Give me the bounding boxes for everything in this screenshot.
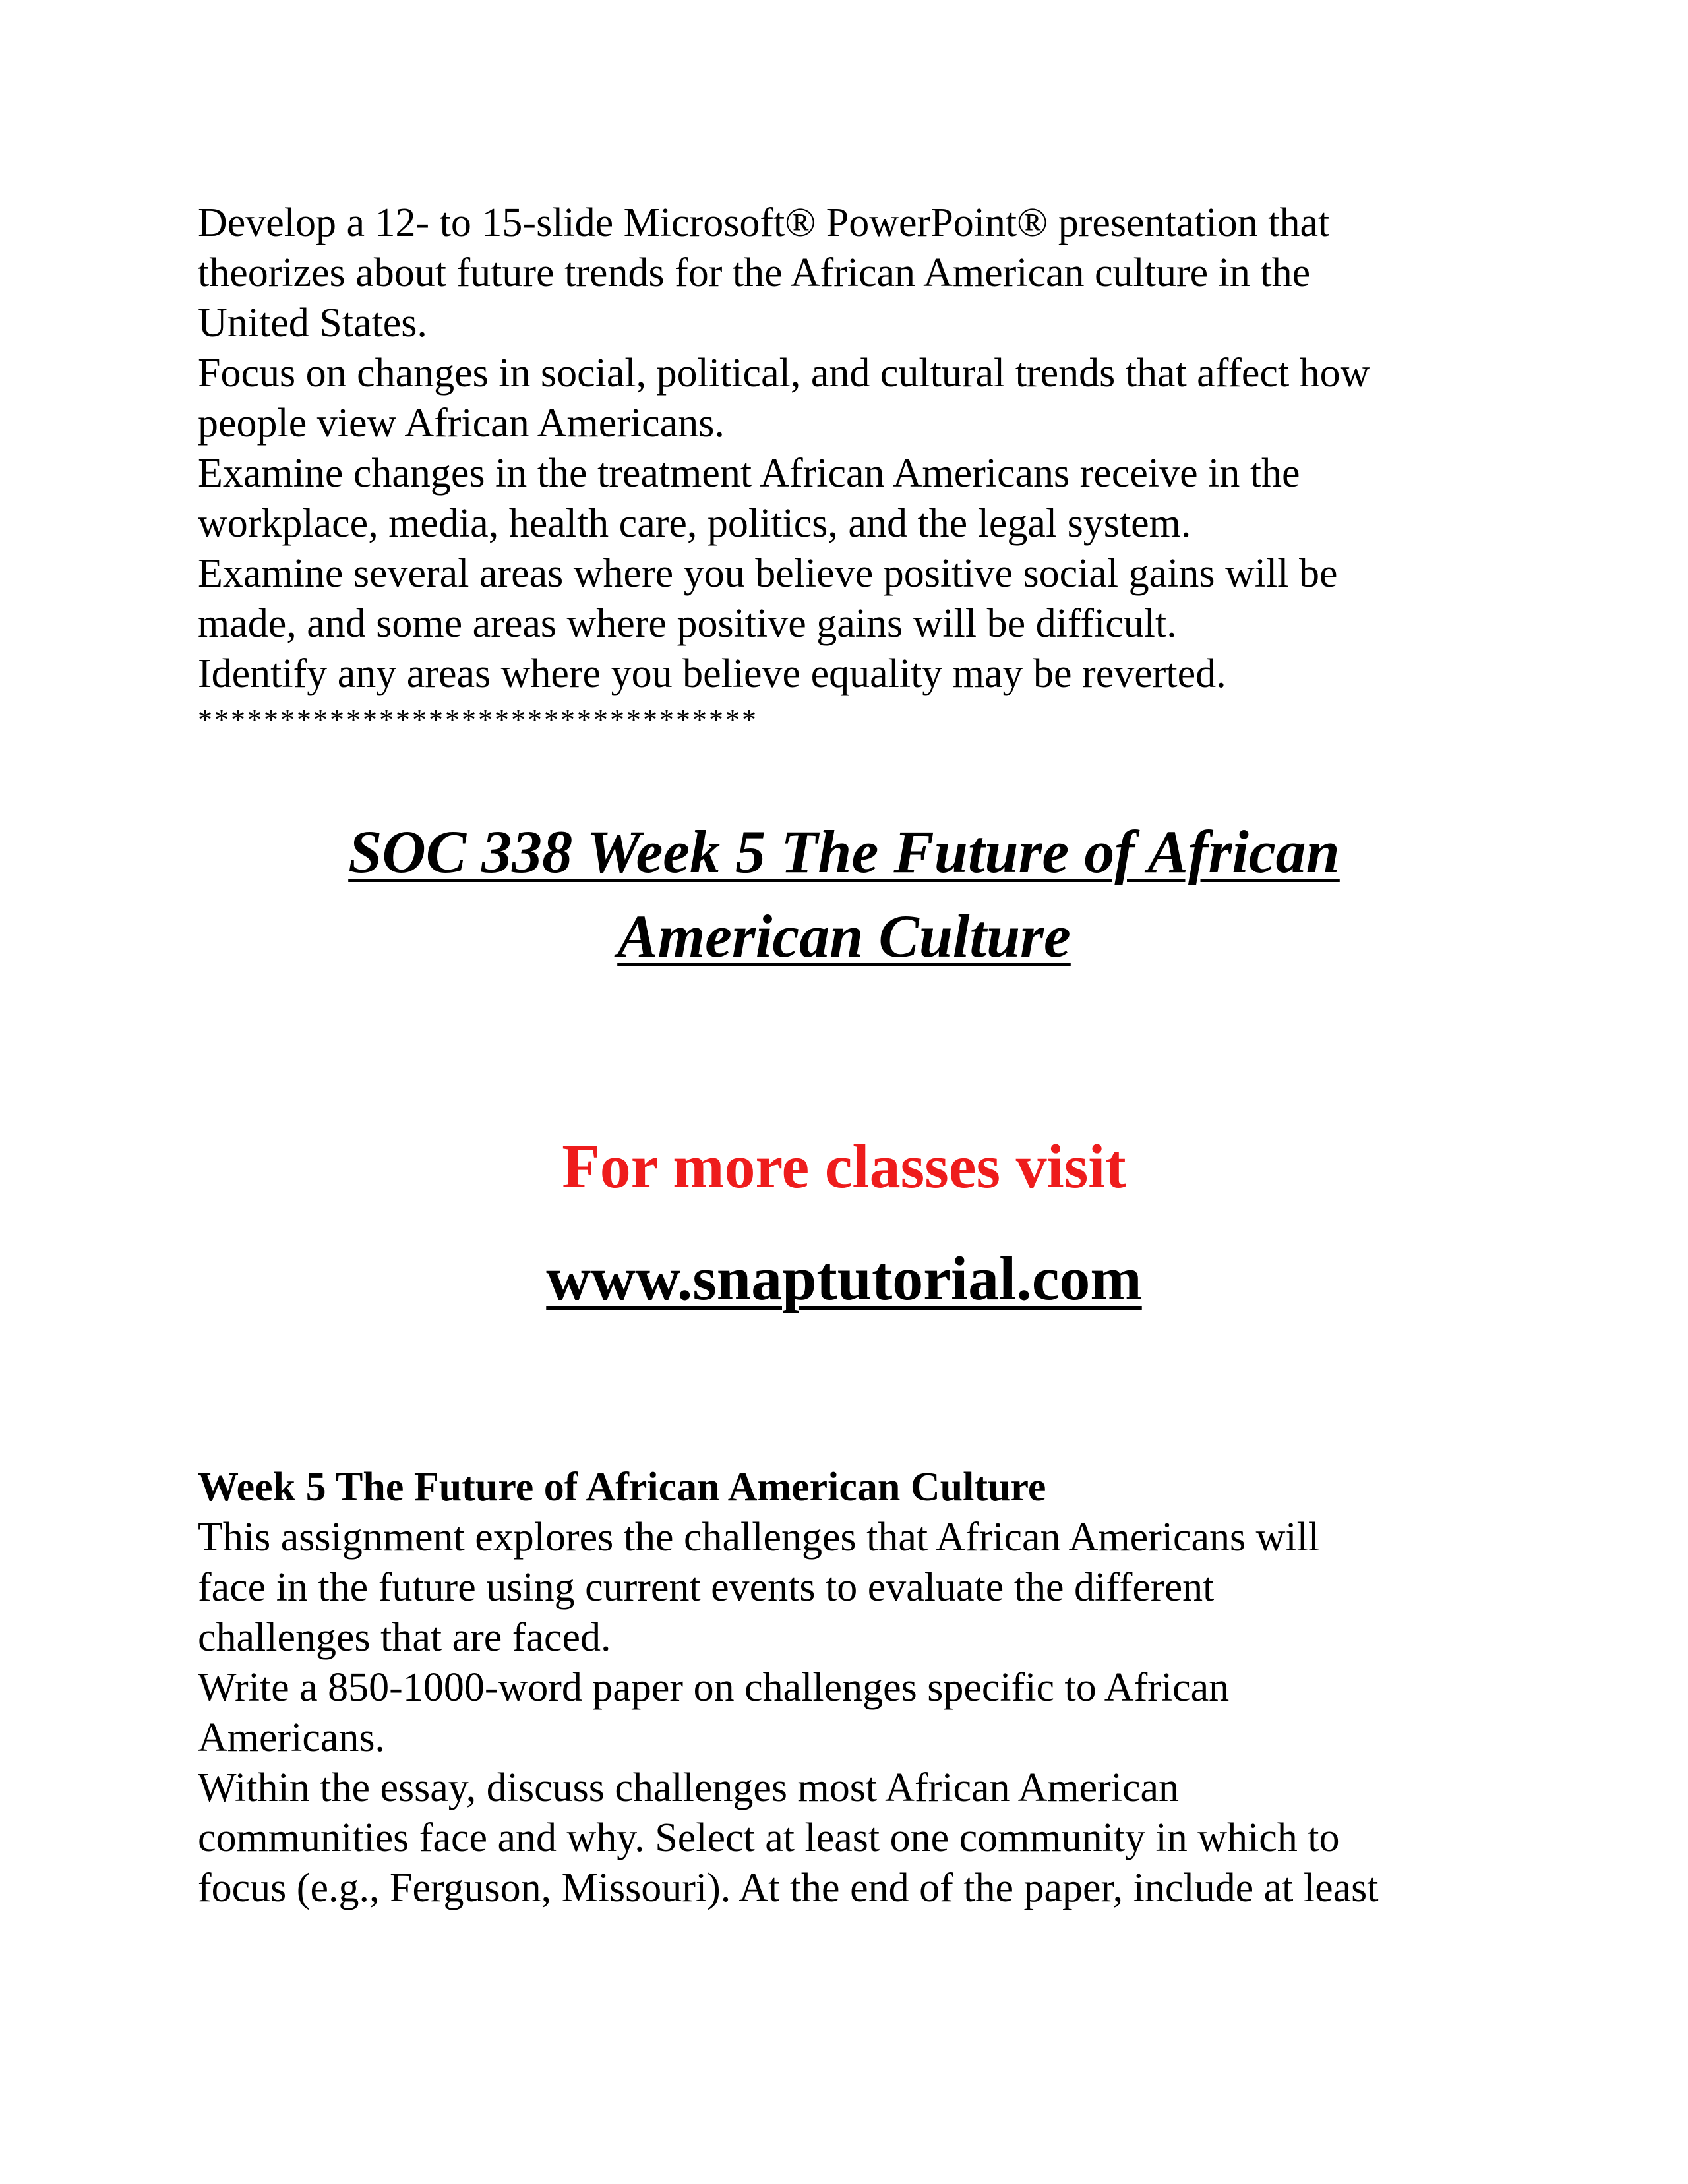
course-title [0, 810, 1688, 978]
intro-line: Examine several areas where you believe positive social gains will be [198, 551, 1338, 596]
intro-line: people view African Americans. [198, 401, 725, 446]
asterisk-separator: ********************************** [198, 703, 758, 736]
website-link[interactable]: www.snaptutorial.com [546, 1245, 1142, 1313]
intro-line: United States. [198, 301, 427, 345]
section-line: Within the essay, discuss challenges most African American [198, 1765, 1179, 1810]
intro-line: Develop a 12- to 15-slide Microsoft® PowerPoint® presentation that [198, 200, 1330, 245]
section-line: This assignment explores the challenges that African Americans will [198, 1515, 1320, 1560]
course-title-line-1: SOC 338 Week 5 The Future of African [348, 818, 1340, 885]
intro-line: workplace, media, health care, politics, and the legal system. [198, 501, 1191, 546]
section-line: face in the future using current events to evaluate the different [198, 1565, 1215, 1610]
section-line: Americans. [198, 1715, 386, 1760]
intro-line: made, and some areas where positive gains will be difficult. [198, 601, 1177, 646]
section-heading: Week 5 The Future of African American Culture [198, 1465, 1046, 1510]
intro-line: Examine changes in the treatment African Americans receive in the [198, 451, 1300, 496]
intro-text [198, 198, 1503, 740]
course-title-line-2: American Culture [617, 902, 1071, 970]
section-line: focus (e.g., Ferguson, Missouri). At the end of the paper, include at least [198, 1866, 1379, 1910]
section-line: challenges that are faced. [198, 1615, 611, 1660]
section-line: communities face and why. Select at least one community in which to [198, 1815, 1340, 1860]
intro-line: Focus on changes in social, political, and cultural trends that affect how [198, 351, 1370, 396]
assignment-section [198, 1462, 1503, 1913]
promo-text: For more classes visit [562, 1133, 1126, 1201]
intro-line: theorizes about future trends for the African American culture in the [198, 251, 1311, 295]
intro-line: Identify any areas where you believe equality may be reverted. [198, 651, 1226, 696]
section-line: Write a 850-1000-word paper on challenges specific to African [198, 1665, 1230, 1710]
